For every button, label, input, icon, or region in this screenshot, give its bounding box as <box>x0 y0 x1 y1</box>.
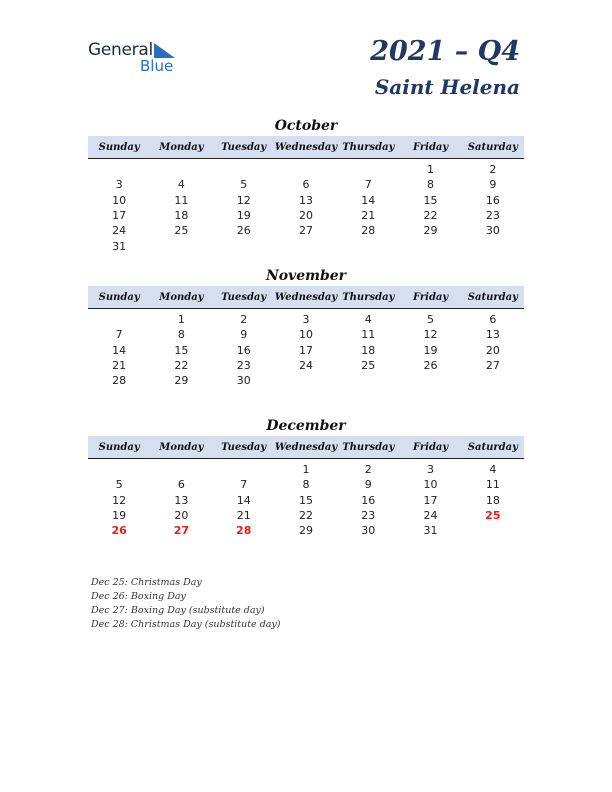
weekday-label: Wednesday <box>274 441 338 453</box>
day-cell: 24 <box>298 359 313 373</box>
week-row <box>88 508 524 523</box>
day-cell: 23 <box>361 509 376 523</box>
day-cell: 6 <box>177 478 185 492</box>
month-grid <box>88 309 524 388</box>
day-cell: 25 <box>361 359 376 373</box>
week-row <box>88 238 524 253</box>
holiday-note: Dec 25: Christmas Day <box>91 577 202 588</box>
day-cell: 29 <box>423 224 438 238</box>
day-cell: 18 <box>174 209 189 223</box>
day-cell: 13 <box>298 193 313 207</box>
day-cell: 23 <box>236 359 251 373</box>
day-cell: 2 <box>364 463 372 477</box>
day-cell: 26 <box>423 359 438 373</box>
month-november <box>88 266 524 388</box>
day-cell: 12 <box>423 328 438 342</box>
day-cell: 28 <box>361 224 376 238</box>
day-cell: 20 <box>174 509 189 523</box>
day-cell: 10 <box>112 193 127 207</box>
day-cell: 27 <box>298 224 313 238</box>
day-cell: 18 <box>485 493 500 507</box>
weekday-label: Sunday <box>98 141 140 153</box>
day-cell: 9 <box>364 478 372 492</box>
day-cell: 3 <box>302 313 310 327</box>
week-row <box>88 358 524 373</box>
day-cell: 1 <box>177 313 185 327</box>
day-cell: 22 <box>298 509 313 523</box>
weekday-label: Friday <box>412 141 449 153</box>
weekday-label: Tuesday <box>221 291 267 303</box>
day-cell: 29 <box>298 524 313 538</box>
weekday-label: Saturday <box>467 291 518 303</box>
day-cell: 12 <box>236 193 251 207</box>
day-cell: 8 <box>427 178 435 192</box>
day-cell: 14 <box>112 343 127 357</box>
day-cell: 7 <box>240 478 248 492</box>
day-cell: 27 <box>485 359 500 373</box>
weekday-label: Sunday <box>98 441 140 453</box>
day-cell: 26 <box>111 524 127 538</box>
day-cell: 10 <box>298 328 313 342</box>
day-cell: 17 <box>423 493 438 507</box>
weekday-label: Tuesday <box>221 441 267 453</box>
day-cell: 20 <box>298 209 313 223</box>
day-cell: 27 <box>173 524 190 538</box>
week-row <box>88 327 524 342</box>
day-cell: 13 <box>485 328 500 342</box>
day-cell: 7 <box>364 178 372 192</box>
day-cell: 31 <box>112 239 127 253</box>
holiday-notes <box>91 576 281 632</box>
day-cell: 23 <box>485 209 500 223</box>
weekday-label: Friday <box>412 291 449 303</box>
weekday-label: Friday <box>412 441 449 453</box>
day-cell: 17 <box>298 343 313 357</box>
day-cell: 17 <box>112 209 127 223</box>
day-cell: 4 <box>364 313 372 327</box>
day-cell: 21 <box>236 509 251 523</box>
logo-word-blue: Blue <box>140 57 174 75</box>
day-cell: 13 <box>174 493 189 507</box>
day-cell: 6 <box>302 178 310 192</box>
weekday-label: Monday <box>159 141 204 153</box>
weekday-label: Monday <box>159 291 204 303</box>
week-row <box>88 223 524 238</box>
holiday-note: Dec 26: Boxing Day <box>91 591 186 602</box>
month-title: December <box>266 418 346 434</box>
day-cell: 1 <box>427 163 435 177</box>
day-cell: 31 <box>423 524 438 538</box>
weekday-label: Sunday <box>98 291 140 303</box>
day-cell: 15 <box>174 343 189 357</box>
day-cell: 14 <box>361 193 376 207</box>
weekday-header <box>88 136 524 159</box>
day-cell: 19 <box>112 509 127 523</box>
day-cell: 10 <box>423 478 438 492</box>
day-cell: 30 <box>236 374 251 388</box>
weekday-label: Thursday <box>342 291 395 303</box>
month-grid <box>88 459 524 538</box>
weekday-label: Tuesday <box>221 141 267 153</box>
weekday-header <box>88 436 524 459</box>
day-cell: 2 <box>240 313 248 327</box>
holiday-note: Dec 28: Christmas Day (substitute day) <box>91 619 281 630</box>
day-cell: 15 <box>423 193 438 207</box>
week-row <box>88 208 524 223</box>
week-row <box>88 312 524 327</box>
day-cell: 8 <box>302 478 310 492</box>
day-cell: 7 <box>115 328 123 342</box>
week-row <box>88 193 524 208</box>
day-cell: 2 <box>489 163 497 177</box>
week-row <box>88 523 524 538</box>
week-row <box>88 373 524 388</box>
day-cell: 5 <box>240 178 248 192</box>
weekday-label: Thursday <box>342 441 395 453</box>
day-cell: 28 <box>236 524 252 538</box>
day-cell: 30 <box>485 224 500 238</box>
weekday-header <box>88 286 524 309</box>
day-cell: 29 <box>174 374 189 388</box>
logo-word-general: General <box>88 40 153 60</box>
day-cell: 1 <box>302 463 310 477</box>
day-cell: 9 <box>240 328 248 342</box>
page-title: 2021 – Q4 <box>370 36 520 67</box>
day-cell: 11 <box>485 478 500 492</box>
day-cell: 3 <box>115 178 123 192</box>
day-cell: 16 <box>361 493 376 507</box>
generalblue-logo <box>88 40 188 76</box>
day-cell: 3 <box>427 463 435 477</box>
day-cell: 22 <box>174 359 189 373</box>
day-cell: 8 <box>177 328 185 342</box>
week-row <box>88 162 524 177</box>
day-cell: 4 <box>489 463 497 477</box>
day-cell: 5 <box>115 478 123 492</box>
day-cell: 25 <box>174 224 189 238</box>
day-cell: 25 <box>485 509 501 523</box>
day-cell: 5 <box>427 313 435 327</box>
month-december <box>88 416 524 538</box>
week-row <box>88 177 524 192</box>
day-cell: 30 <box>361 524 376 538</box>
week-row <box>88 343 524 358</box>
weekday-label: Saturday <box>467 141 518 153</box>
day-cell: 19 <box>423 343 438 357</box>
weekday-label: Saturday <box>467 441 518 453</box>
month-title: November <box>265 268 347 284</box>
day-cell: 26 <box>236 224 251 238</box>
day-cell: 14 <box>236 493 251 507</box>
day-cell: 21 <box>112 359 127 373</box>
day-cell: 11 <box>174 193 189 207</box>
month-title: October <box>274 118 338 134</box>
day-cell: 21 <box>361 209 376 223</box>
day-cell: 12 <box>112 493 127 507</box>
day-cell: 24 <box>423 509 438 523</box>
day-cell: 22 <box>423 209 438 223</box>
day-cell: 20 <box>485 343 500 357</box>
day-cell: 11 <box>361 328 376 342</box>
weekday-label: Wednesday <box>274 291 338 303</box>
day-cell: 24 <box>112 224 127 238</box>
weekday-label: Wednesday <box>274 141 338 153</box>
day-cell: 18 <box>361 343 376 357</box>
page-subtitle: Saint Helena <box>374 75 520 99</box>
holiday-note: Dec 27: Boxing Day (substitute day) <box>91 605 265 616</box>
day-cell: 16 <box>236 343 251 357</box>
week-row <box>88 462 524 477</box>
month-grid <box>88 159 524 254</box>
day-cell: 16 <box>485 193 500 207</box>
day-cell: 9 <box>489 178 497 192</box>
day-cell: 28 <box>112 374 127 388</box>
day-cell: 15 <box>298 493 313 507</box>
week-row <box>88 477 524 492</box>
month-october <box>88 116 524 254</box>
day-cell: 6 <box>489 313 497 327</box>
day-cell: 19 <box>236 209 251 223</box>
week-row <box>88 493 524 508</box>
weekday-label: Thursday <box>342 141 395 153</box>
weekday-label: Monday <box>159 441 204 453</box>
day-cell: 4 <box>177 178 185 192</box>
